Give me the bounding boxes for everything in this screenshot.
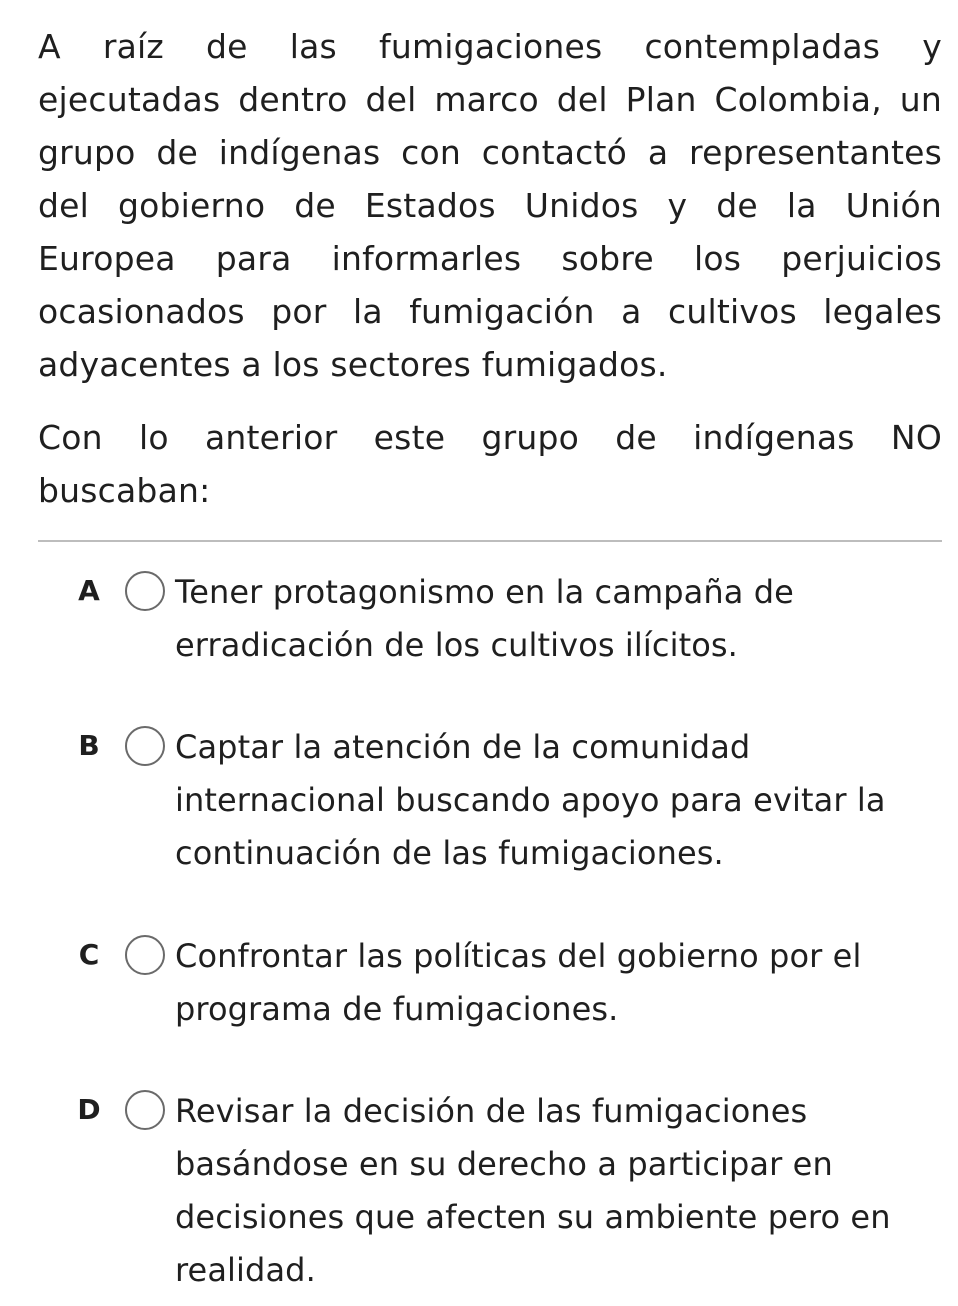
radio-button-a[interactable]: [125, 571, 165, 611]
radio-button-d[interactable]: [125, 1090, 165, 1130]
radio-button-c[interactable]: [125, 935, 165, 975]
option-text: Revisar la decisión de las fumigaciones basándose en su derecho a participar en decisiones que afecten su ambiente pero en realidad.: [175, 1092, 891, 1289]
option-letter: D: [77, 1093, 101, 1126]
option-letter: A: [78, 574, 100, 607]
question-passage: A raíz de las fumigaciones contempladas y ejecutadas dentro del marco del Plan Colombia, un grupo de indígenas con contactó a representantes del gobierno de Estados Unidos y de la Unión Europea para informarles sobre los perjuicios ocasionados por la fumigación a cultivos legales adyacentes a los sectores fumigados.: [38, 27, 942, 384]
option-text: Tener protagonismo en la campaña de erradicación de los cultivos ilícitos.: [175, 573, 794, 664]
option-text: Captar la atención de la comunidad internacional buscando apoyo para evitar la continuación de las fumigaciones.: [175, 728, 886, 872]
question-prompt: Con lo anterior este grupo de indígenas NO buscaban:: [38, 418, 942, 510]
option-text: Confrontar las políticas del gobierno por el programa de fumigaciones.: [175, 937, 862, 1028]
radio-button-b[interactable]: [125, 726, 165, 766]
option-letter: C: [78, 938, 100, 971]
option-letter: B: [78, 729, 100, 762]
divider: [38, 540, 942, 542]
